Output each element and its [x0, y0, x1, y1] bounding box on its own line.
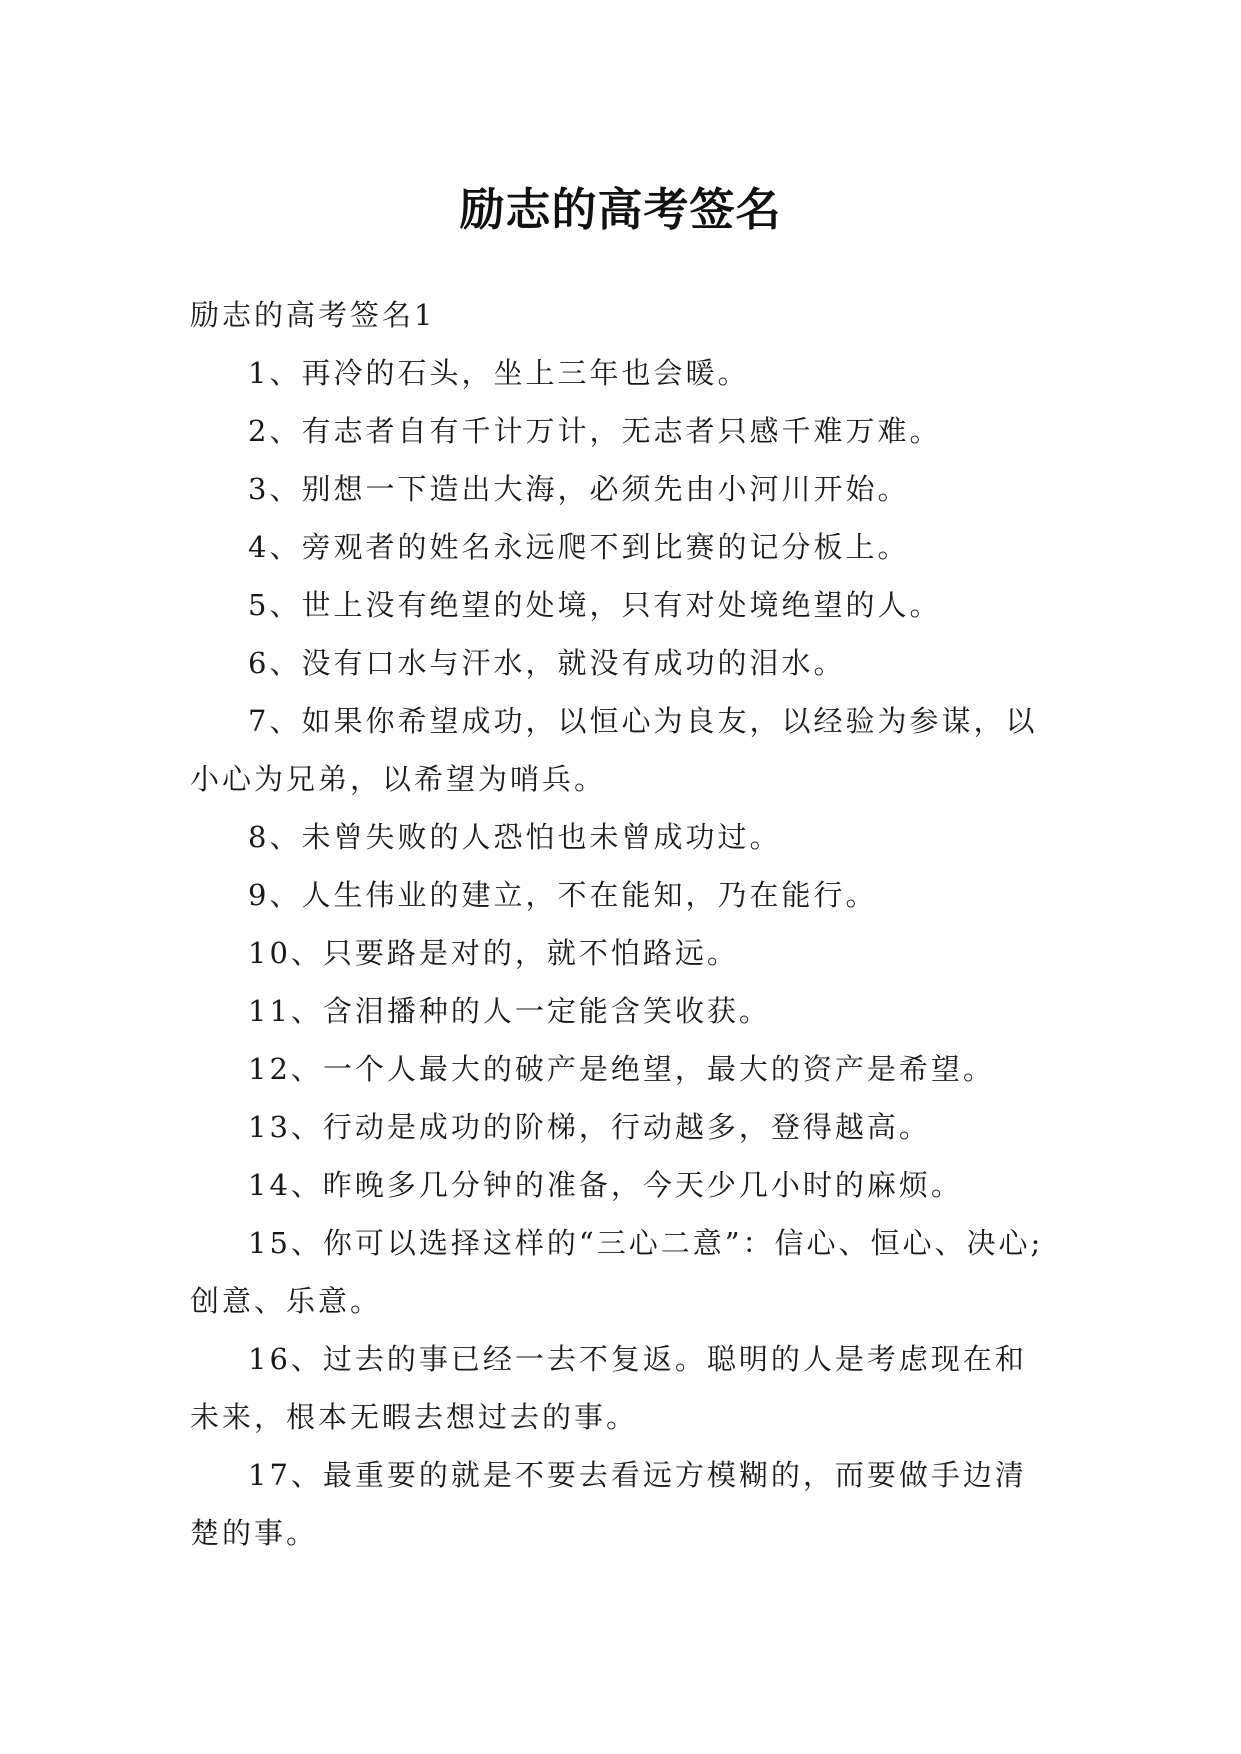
document-body: [190, 286, 1052, 1562]
list-item: 8、未曾失败的人恐怕也未曾成功过。: [248, 820, 782, 854]
list-item: 10、只要路是对的，就不怕路远。: [248, 936, 739, 970]
list-item: 6、没有口水与汗水，就没有成功的泪水。: [248, 646, 846, 680]
document-title: 励志的高考签名: [459, 183, 782, 237]
list-item: 5、世上没有绝望的处境，只有对处境绝望的人。: [248, 588, 942, 622]
section-heading: 励志的高考签名1: [190, 298, 436, 332]
list-item: 1、再冷的石头，坐上三年也会暖。: [248, 356, 750, 390]
list-item: 11、含泪播种的人一定能含笑收获。: [248, 994, 771, 1028]
list-item: 9、人生伟业的建立，不在能知，乃在能行。: [248, 878, 878, 912]
list-item: 14、昨晚多几分钟的准备，今天少几小时的麻烦。: [248, 1168, 963, 1202]
list-item: 17、最重要的就是不要去看远方模糊的，而要做手边清楚的事。: [190, 1458, 1027, 1550]
list-item: 12、一个人最大的破产是绝望，最大的资产是希望。: [248, 1052, 995, 1086]
list-item: 4、旁观者的姓名永远爬不到比赛的记分板上。: [248, 530, 910, 564]
list-item: 15、你可以选择这样的“三心二意”：信心、恒心、决心;创意、乐意。: [190, 1226, 1044, 1318]
list-item: 13、行动是成功的阶梯，行动越多，登得越高。: [248, 1110, 931, 1144]
list-item: 2、有志者自有千计万计，无志者只感千难万难。: [248, 414, 942, 448]
list-item: 3、别想一下造出大海，必须先由小河川开始。: [248, 472, 910, 506]
list-item: 16、过去的事已经一去不复返。聪明的人是考虑现在和未来，根本无暇去想过去的事。: [190, 1342, 1027, 1434]
list-item: 7、如果你希望成功，以恒心为良友，以经验为参谋，以小心为兄弟，以希望为哨兵。: [190, 704, 1038, 796]
signature-list: [190, 344, 1052, 1562]
